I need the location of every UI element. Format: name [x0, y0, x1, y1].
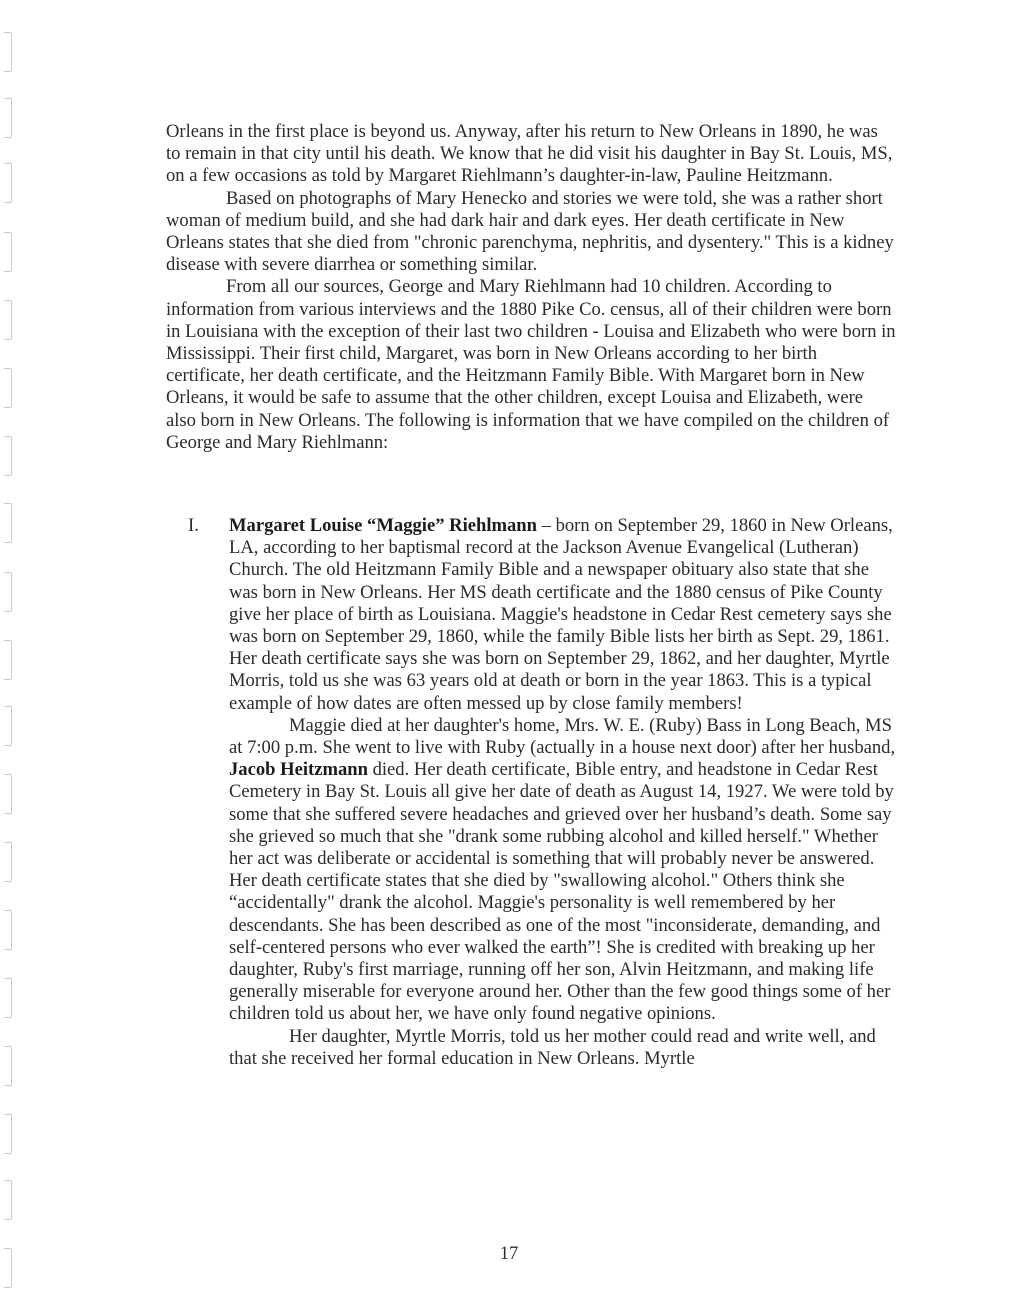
binder-hole-mark	[4, 300, 12, 340]
binder-hole-mark	[4, 1114, 12, 1154]
binder-hole-mark	[4, 1180, 12, 1220]
paragraph-text: – born on September 29, 1860 in New Orleans, LA, according to her baptismal record at the Jackson Avenue Evangelical (Lutheran) Church. The old Heitzmann Family Bible and a newspaper obituary also state that she was born in New Orleans. Her MS death certificate and the 1880 census of Pike County give her place of birth as Louisiana. Maggie's headstone in Cedar Rest cemetery says she was born on September 29, 1860, while the family Bible lists her birth as Sept. 29, 1861. Her death certificate says she was born on September 29, 1862, and her daughter, Myrtle Morris, told us she was 63 years old at death or born in the year 1863. This is a typical example of how dates are often messed up by close family members!	[229, 515, 893, 714]
paragraph	[229, 515, 896, 715]
binder-hole-mark	[4, 910, 12, 950]
binder-hole-mark	[4, 1046, 12, 1086]
paragraph-text: Maggie died at her daughter's home, Mrs. W. E. (Ruby) Bass in Long Beach, MS at 7:00 p.m. She went to live with Ruby (actually in a house next door) after her husband,	[229, 714, 896, 759]
binder-hole-mark	[4, 774, 12, 814]
binder-hole-mark	[4, 32, 12, 72]
page-number: 17	[499, 1243, 519, 1264]
person-name: Margaret Louise “Maggie” Riehlmann	[229, 515, 537, 536]
entry-body	[229, 515, 896, 1070]
paragraph-text: died. Her death certificate, Bible entry, and headstone in Cedar Rest Cemetery in Bay St. Louis all give her date of death as August 14, 1927. We were told by some that she suffered severe headaches and grieved over her husband’s death. Some say she grieved so much that she "drank some rubbing alcohol and killed herself." Whether her act was deliberate or accidental is something that will probably never be answered. Her death certificate states that she died by "swallowing alcohol." Others think she “accidentally" drank the alcohol. Maggie's personality is well remembered by her descendants. She has been described as one of the most "inconsiderate, demanding, and self-centered persons who ever walked the earth”! She is credited with breaking up her daughter, Ruby's first marriage, running off her son, Alvin Heitzmann, and making life generally miserable for everyone around her. Other than the few good things some of her children told us about her, we have only found negative opinions.	[229, 759, 894, 1025]
binder-hole-mark	[4, 232, 12, 272]
binder-hole-mark	[4, 368, 12, 408]
child-entry-margaret	[166, 515, 896, 1070]
paragraph	[229, 715, 896, 1026]
binder-hole-mark	[4, 842, 12, 882]
binder-hole-mark	[4, 163, 12, 203]
paragraph: From all our sources, George and Mary Riehlmann had 10 children. According to information from various interviews and the 1880 Pike Co. census, all of their children were born in Louisiana with the exception of their last two children - Louisa and Elizabeth who were born in Mississippi. Their first child, Margaret, was born in New Orleans according to her birth certificate, her death certificate, and the Heitzmann Family Bible. With Margaret born in New Orleans, it would be safe to assume that the other children, except Louisa and Elizabeth, were also born in New Orleans. The following is information that we have compiled on the children of George and Mary Riehlmann:	[166, 276, 896, 453]
binder-hole-mark	[4, 640, 12, 680]
binder-hole-mark	[4, 436, 12, 476]
binder-hole-mark	[4, 98, 12, 138]
list-marker: I.	[188, 515, 199, 536]
binder-hole-mark	[4, 706, 12, 746]
paragraph: Her daughter, Myrtle Morris, told us her mother could read and write well, and that she received her formal education in New Orleans. Myrtle	[229, 1025, 876, 1069]
paragraph: Orleans in the first place is beyond us. Anyway, after his return to New Orleans in 1890, he was to remain in that city until his death. We know that he did visit his daughter in Bay St. Louis, MS, on a few occasions as told by Margaret Riehlmann’s daughter-in-law, Pauline Heitzmann.	[166, 121, 893, 187]
binder-hole-mark	[4, 503, 12, 543]
binder-hole-marks	[0, 0, 22, 1315]
intro-text	[166, 121, 896, 454]
person-name: Jacob Heitzmann	[229, 759, 368, 781]
paragraph: Based on photographs of Mary Henecko and stories we were told, she was a rather short woman of medium build, and she had dark hair and dark eyes. Her death certificate in New Orleans states that she died from "chronic parenchyma, nephritis, and dysentery." This is a kidney disease with severe diarrhea or something similar.	[166, 187, 894, 276]
binder-hole-mark	[4, 572, 12, 612]
binder-hole-mark	[4, 978, 12, 1018]
